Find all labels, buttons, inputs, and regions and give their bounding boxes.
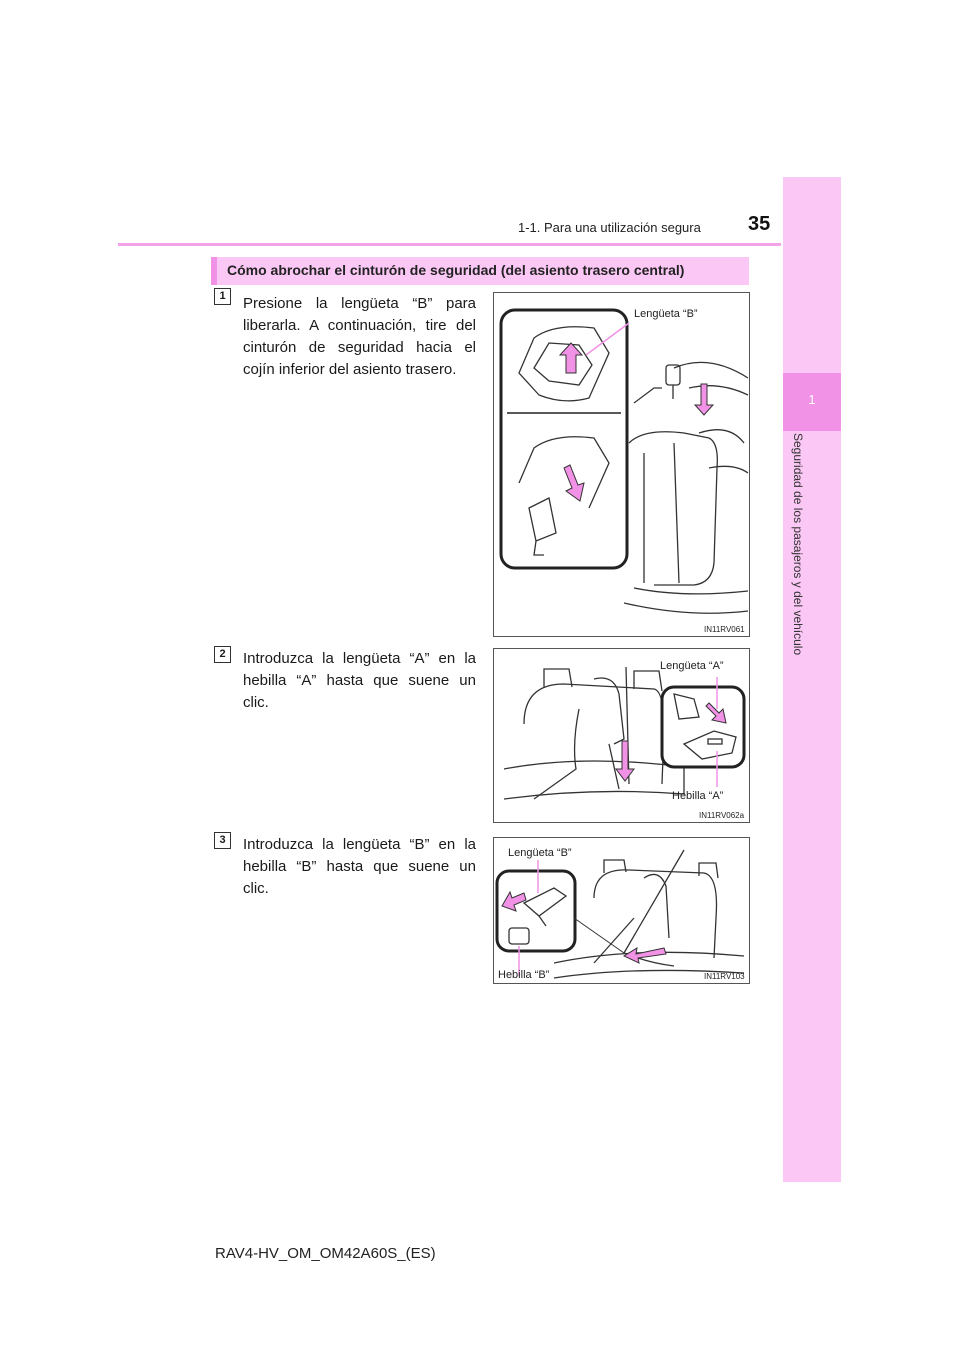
step-instruction: Introduzca la lengüeta “A” en la hebilla “A” hasta que suene un clic.: [243, 650, 476, 711]
step-number-badge: 2: [214, 646, 231, 663]
figure-step-2: [493, 648, 750, 823]
figure-code: IN11RV062a: [699, 811, 745, 820]
chapter-number: 1: [808, 392, 816, 407]
figure-code: IN11RV061: [704, 625, 745, 634]
section-banner: [211, 257, 749, 285]
header-divider: [118, 243, 781, 246]
figure-label-buckle-a: Hebilla “A”: [672, 790, 724, 802]
page-number: 35: [748, 213, 771, 235]
figure-code: IN11RV103: [704, 972, 745, 981]
figure-label-buckle-b: Hebilla “B”: [498, 969, 550, 981]
figure-step-1: [493, 292, 750, 637]
step-number-badge: 3: [214, 832, 231, 849]
figure-label-tongue-a: Lengüeta “A”: [660, 660, 724, 672]
figure-step-3: [493, 837, 750, 984]
figure-label-tongue-b: Lengüeta “B”: [634, 308, 698, 320]
figure-label-tongue-b: Lengüeta “B”: [508, 847, 572, 859]
section-title: Cómo abrochar el cinturón de seguridad (del asiento trasero central): [227, 262, 685, 278]
section-reference: 1-1. Para una utilización segura: [518, 220, 701, 235]
document-id: RAV4-HV_OM_OM42A60S_(ES): [215, 1245, 436, 1262]
chapter-title: Seguridad de los pasajeros y del vehículo: [791, 433, 805, 656]
step-instruction: Presione la lengüeta “B” para liberarla. A continuación, tire del cinturón de seguridad hacia el cojín inferior del asiento trasero.: [243, 295, 476, 378]
step-number-badge: 1: [214, 288, 231, 305]
step-instruction: Introduzca la lengüeta “B” en la hebilla “B” hasta que suene un clic.: [243, 836, 476, 897]
